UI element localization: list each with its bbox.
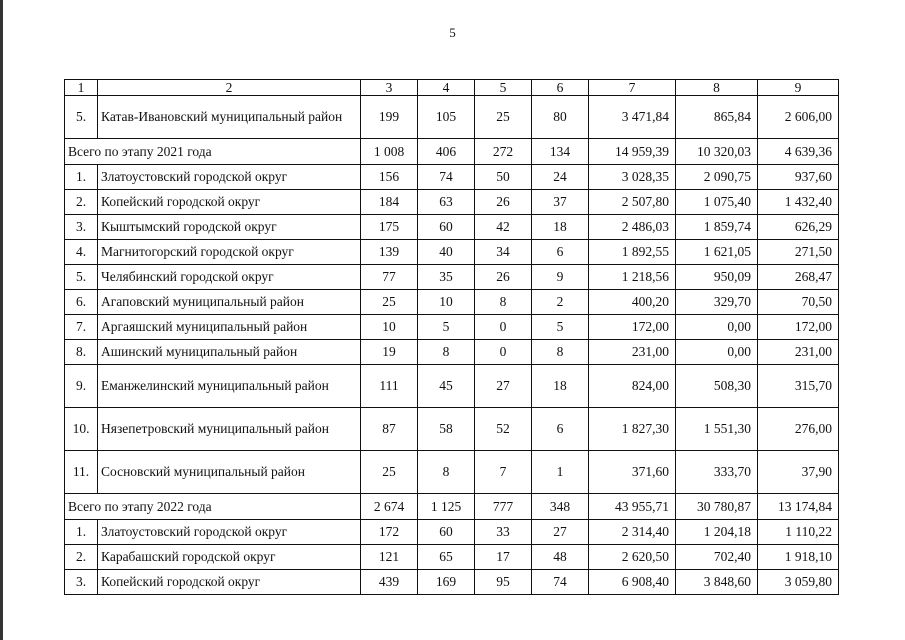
table-cell: 7: [475, 451, 532, 494]
row-number: 5.: [65, 96, 98, 139]
table-cell: 95: [475, 570, 532, 595]
municipality-name: Еманжелинский муниципальный район: [98, 365, 361, 408]
row-number: 2.: [65, 190, 98, 215]
table-cell: 6: [532, 408, 589, 451]
total-row: [65, 494, 839, 520]
table-cell: 2 620,50: [589, 545, 676, 570]
table-cell: 268,47: [758, 265, 839, 290]
table-row: [65, 96, 839, 139]
row-number: 3.: [65, 215, 98, 240]
table-cell: 1 432,40: [758, 190, 839, 215]
municipality-name: Карабашский городской округ: [98, 545, 361, 570]
table-cell: 626,29: [758, 215, 839, 240]
table-row: [65, 408, 839, 451]
table-cell: 40: [418, 240, 475, 265]
table-cell: 10: [418, 290, 475, 315]
table-cell: 1 110,22: [758, 520, 839, 545]
table-cell: 13 174,84: [758, 494, 839, 520]
table-cell: 0,00: [676, 315, 758, 340]
table-cell: 400,20: [589, 290, 676, 315]
table-cell: 272: [475, 139, 532, 165]
table-cell: 26: [475, 265, 532, 290]
table-cell: 3 848,60: [676, 570, 758, 595]
table-cell: 156: [361, 165, 418, 190]
table-cell: 2 314,40: [589, 520, 676, 545]
table-cell: 58: [418, 408, 475, 451]
table-cell: 2 606,00: [758, 96, 839, 139]
table-cell: 10 320,03: [676, 139, 758, 165]
table-row: [65, 240, 839, 265]
table-cell: 80: [532, 96, 589, 139]
table-cell: 1 204,18: [676, 520, 758, 545]
municipality-name: Кыштымский городской округ: [98, 215, 361, 240]
municipality-name: Магнитогорский городской округ: [98, 240, 361, 265]
table-cell: 8: [532, 340, 589, 365]
table-cell: 1 218,56: [589, 265, 676, 290]
table-cell: 35: [418, 265, 475, 290]
table-cell: 3 471,84: [589, 96, 676, 139]
table-cell: 824,00: [589, 365, 676, 408]
table-cell: 1 918,10: [758, 545, 839, 570]
municipality-name: Златоустовский городской округ: [98, 165, 361, 190]
table-cell: 231,00: [758, 340, 839, 365]
table-cell: 276,00: [758, 408, 839, 451]
column-header: 5: [475, 80, 532, 96]
row-number: 2.: [65, 545, 98, 570]
table-cell: 6 908,40: [589, 570, 676, 595]
table-cell: 2 674: [361, 494, 418, 520]
table-row: [65, 340, 839, 365]
table-cell: 231,00: [589, 340, 676, 365]
municipality-name: Челябинский городской округ: [98, 265, 361, 290]
table-cell: 2: [532, 290, 589, 315]
table-cell: 8: [418, 340, 475, 365]
table-cell: 271,50: [758, 240, 839, 265]
table-cell: 121: [361, 545, 418, 570]
table-cell: 18: [532, 365, 589, 408]
table-cell: 169: [418, 570, 475, 595]
table-cell: 199: [361, 96, 418, 139]
table-cell: 134: [532, 139, 589, 165]
table-cell: 48: [532, 545, 589, 570]
table-cell: 70,50: [758, 290, 839, 315]
table-cell: 37: [532, 190, 589, 215]
table-cell: 1 892,55: [589, 240, 676, 265]
table-cell: 10: [361, 315, 418, 340]
table-row: [65, 570, 839, 595]
table-cell: 50: [475, 165, 532, 190]
table-cell: 2 090,75: [676, 165, 758, 190]
table-row: [65, 365, 839, 408]
table-cell: 25: [361, 451, 418, 494]
table-cell: 25: [475, 96, 532, 139]
table-cell: 45: [418, 365, 475, 408]
table-cell: 1 827,30: [589, 408, 676, 451]
table-cell: 139: [361, 240, 418, 265]
table-row: [65, 290, 839, 315]
table-cell: 27: [532, 520, 589, 545]
table-cell: 1 125: [418, 494, 475, 520]
municipality-name: Копейский городской округ: [98, 190, 361, 215]
table-cell: 9: [532, 265, 589, 290]
table-cell: 333,70: [676, 451, 758, 494]
row-number: 7.: [65, 315, 98, 340]
column-header: 9: [758, 80, 839, 96]
table-cell: 439: [361, 570, 418, 595]
table-cell: 1 075,40: [676, 190, 758, 215]
table-cell: 77: [361, 265, 418, 290]
table-cell: 172,00: [758, 315, 839, 340]
table-cell: 1 859,74: [676, 215, 758, 240]
table-cell: 65: [418, 545, 475, 570]
municipality-name: Аргаяшский муниципальный район: [98, 315, 361, 340]
table-cell: 30 780,87: [676, 494, 758, 520]
total-row: [65, 139, 839, 165]
row-number: 11.: [65, 451, 98, 494]
table-cell: 5: [418, 315, 475, 340]
table-cell: 60: [418, 215, 475, 240]
table-cell: 19: [361, 340, 418, 365]
table-cell: 3 059,80: [758, 570, 839, 595]
row-number: 6.: [65, 290, 98, 315]
table-cell: 175: [361, 215, 418, 240]
table-cell: 1 621,05: [676, 240, 758, 265]
table-cell: 2 507,80: [589, 190, 676, 215]
table-row: [65, 545, 839, 570]
municipality-name: Ашинский муниципальный район: [98, 340, 361, 365]
table-cell: 315,70: [758, 365, 839, 408]
column-header: 8: [676, 80, 758, 96]
table-cell: 8: [418, 451, 475, 494]
table-cell: 105: [418, 96, 475, 139]
table-cell: 4 639,36: [758, 139, 839, 165]
column-header: 4: [418, 80, 475, 96]
table-cell: 34: [475, 240, 532, 265]
table-cell: 33: [475, 520, 532, 545]
municipality-name: Агаповский муниципальный район: [98, 290, 361, 315]
table-cell: 1 551,30: [676, 408, 758, 451]
table-cell: 14 959,39: [589, 139, 676, 165]
table-cell: 3 028,35: [589, 165, 676, 190]
row-number: 10.: [65, 408, 98, 451]
column-header: 6: [532, 80, 589, 96]
table-cell: 43 955,71: [589, 494, 676, 520]
table-cell: 42: [475, 215, 532, 240]
table-cell: 27: [475, 365, 532, 408]
header-row: [65, 80, 839, 96]
total-label: Всего по этапу 2021 года: [65, 139, 361, 165]
table-cell: 26: [475, 190, 532, 215]
row-number: 1.: [65, 165, 98, 190]
table-cell: 702,40: [676, 545, 758, 570]
table-cell: 1: [532, 451, 589, 494]
table-cell: 348: [532, 494, 589, 520]
table-cell: 52: [475, 408, 532, 451]
table-cell: 0: [475, 315, 532, 340]
table-cell: 5: [532, 315, 589, 340]
table-cell: 777: [475, 494, 532, 520]
table-cell: 508,30: [676, 365, 758, 408]
table-row: [65, 215, 839, 240]
table-cell: 865,84: [676, 96, 758, 139]
table-cell: 25: [361, 290, 418, 315]
table-cell: 371,60: [589, 451, 676, 494]
table-cell: 406: [418, 139, 475, 165]
table-row: [65, 315, 839, 340]
municipality-name: Копейский городской округ: [98, 570, 361, 595]
page-left-edge: [0, 0, 3, 640]
column-header: 1: [65, 80, 98, 96]
table-cell: 18: [532, 215, 589, 240]
table-cell: 1 008: [361, 139, 418, 165]
table-row: [65, 190, 839, 215]
column-header: 3: [361, 80, 418, 96]
table-cell: 87: [361, 408, 418, 451]
table-cell: 37,90: [758, 451, 839, 494]
table-cell: 950,09: [676, 265, 758, 290]
column-header: 2: [98, 80, 361, 96]
table-cell: 0,00: [676, 340, 758, 365]
row-number: 3.: [65, 570, 98, 595]
table-cell: 111: [361, 365, 418, 408]
row-number: 9.: [65, 365, 98, 408]
table-cell: 74: [532, 570, 589, 595]
column-header: 7: [589, 80, 676, 96]
table-cell: 74: [418, 165, 475, 190]
table-cell: 8: [475, 290, 532, 315]
municipality-name: Златоустовский городской округ: [98, 520, 361, 545]
row-number: 5.: [65, 265, 98, 290]
table-row: [65, 451, 839, 494]
municipality-name: Катав-Ивановский муниципальный район: [98, 96, 361, 139]
data-table: [64, 79, 839, 595]
row-number: 4.: [65, 240, 98, 265]
table-cell: 2 486,03: [589, 215, 676, 240]
table-cell: 17: [475, 545, 532, 570]
table-cell: 6: [532, 240, 589, 265]
total-label: Всего по этапу 2022 года: [65, 494, 361, 520]
table-cell: 172,00: [589, 315, 676, 340]
table-cell: 184: [361, 190, 418, 215]
page-number: 5: [449, 25, 456, 40]
table-cell: 329,70: [676, 290, 758, 315]
municipality-name: Нязепетровский муниципальный район: [98, 408, 361, 451]
municipality-name: Сосновский муниципальный район: [98, 451, 361, 494]
table-cell: 0: [475, 340, 532, 365]
table-row: [65, 165, 839, 190]
table-cell: 60: [418, 520, 475, 545]
row-number: 8.: [65, 340, 98, 365]
row-number: 1.: [65, 520, 98, 545]
table-cell: 63: [418, 190, 475, 215]
table-cell: 937,60: [758, 165, 839, 190]
table-cell: 24: [532, 165, 589, 190]
table-row: [65, 520, 839, 545]
table-row: [65, 265, 839, 290]
table-cell: 172: [361, 520, 418, 545]
table-body: [65, 80, 839, 595]
